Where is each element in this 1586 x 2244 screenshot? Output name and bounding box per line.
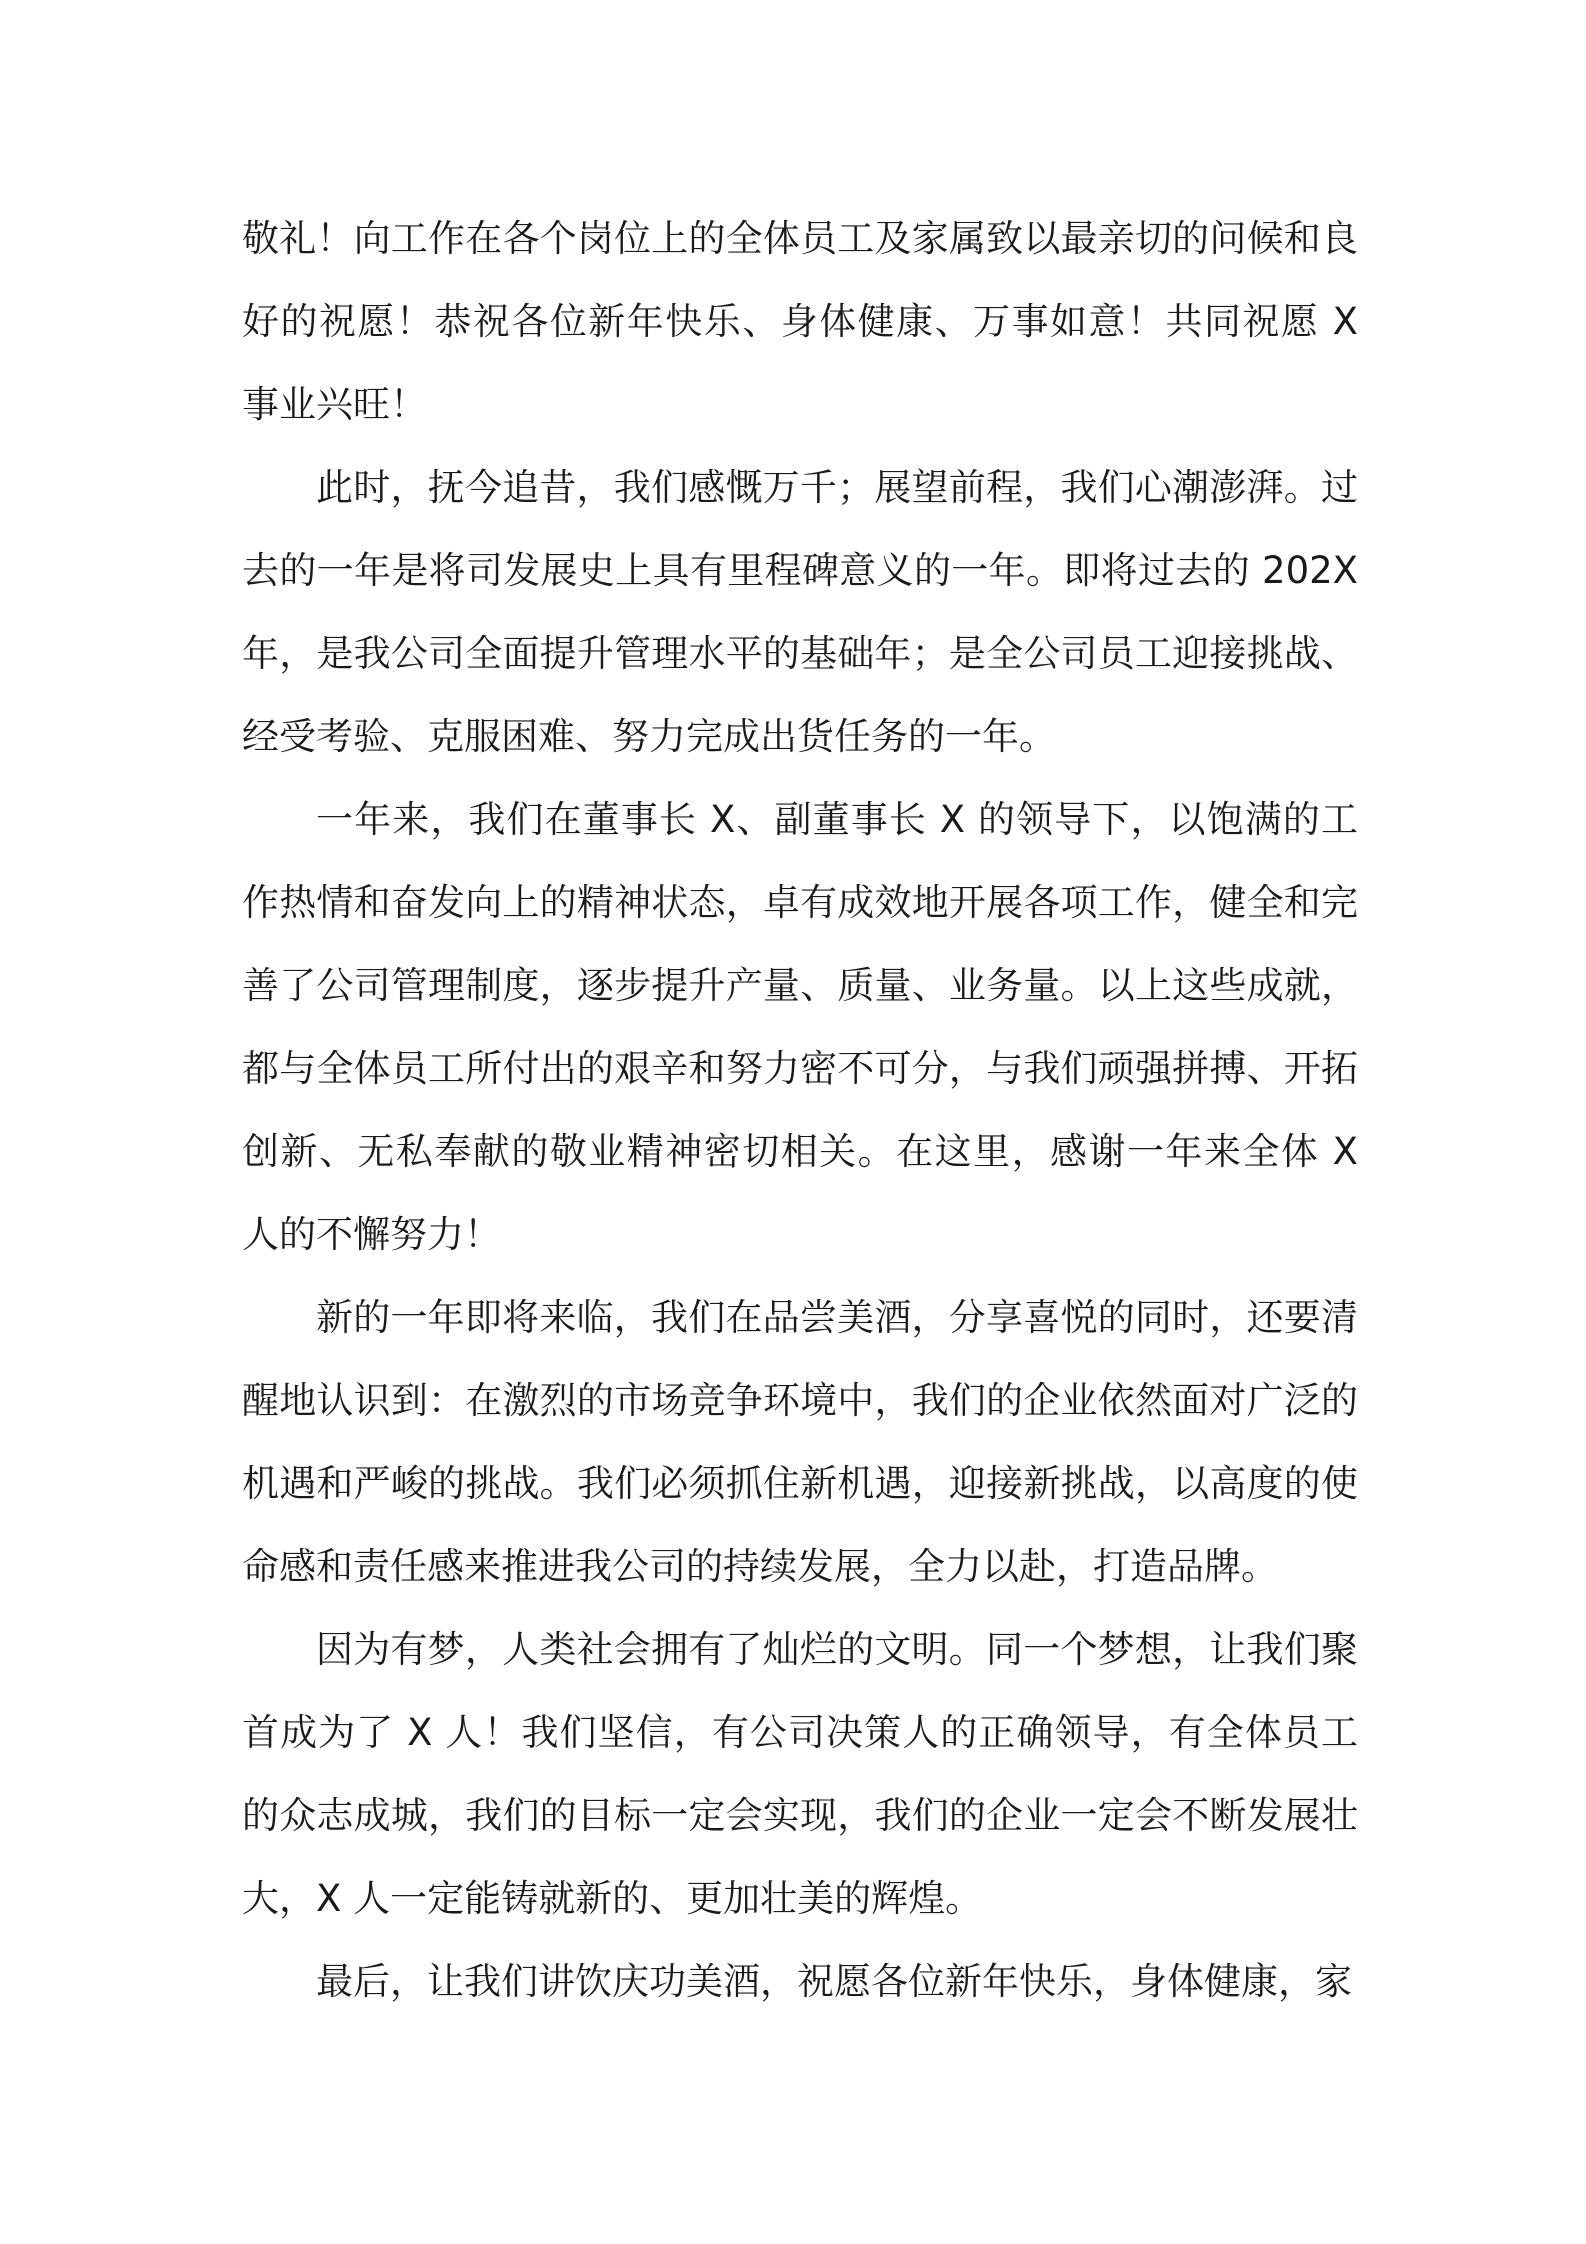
paragraph-achievements: 一年来，我们在董事长 X、副董事长 X 的领导下，以饱满的工作热情和奋发向上的精神状态，卓有成效地开展各项工作，健全和完善了公司管理制度，逐步提升产量、质量、业务量。以上这些成就，都与全体员工所付出的艰辛和努力密不可分，与我们顽强拼搏、开拓创新、无私奉献的敬业精神密切相关。在这里，感谢一年来全体 X 人的不懈努力！ <box>242 798 1358 1256</box>
document-body <box>242 197 1358 2023</box>
paragraph-retrospect: 此时，抚今追昔，我们感慨万千；展望前程，我们心潮澎湃。过去的一年是将司发展史上具有里程碑意义的一年。即将过去的 202X 年，是我公司全面提升管理水平的基础年；是全公司员工迎接挑战、经受考验、克服困难、努力完成出货任务的一年。 <box>242 466 1358 758</box>
paragraph-new-year: 新的一年即将来临，我们在品尝美酒，分享喜悦的同时，还要清醒地认识到：在激烈的市场竞争环境中，我们的企业依然面对广泛的机遇和严峻的挑战。我们必须抓住新机遇，迎接新挑战，以高度的使命感和责任感来推进我公司的持续发展，全力以赴，打造品牌。 <box>242 1296 1358 1588</box>
paragraph-greeting: 敬礼！向工作在各个岗位上的全体员工及家属致以最亲切的问候和良好的祝愿！恭祝各位新年快乐、身体健康、万事如意！共同祝愿 X 事业兴旺！ <box>242 217 1358 426</box>
paragraph-closing: 最后，让我们讲饮庆功美酒，祝愿各位新年快乐，身体健康，家 <box>316 1960 1352 2003</box>
paragraph-dream: 因为有梦，人类社会拥有了灿烂的文明。同一个梦想，让我们聚首成为了 X 人！我们坚信，有公司决策人的正确领导，有全体员工的众志成城，我们的目标一定会实现，我们的企业一定会不断发展壮大，X 人一定能铸就新的、更加壮美的辉煌。 <box>242 1628 1358 1920</box>
